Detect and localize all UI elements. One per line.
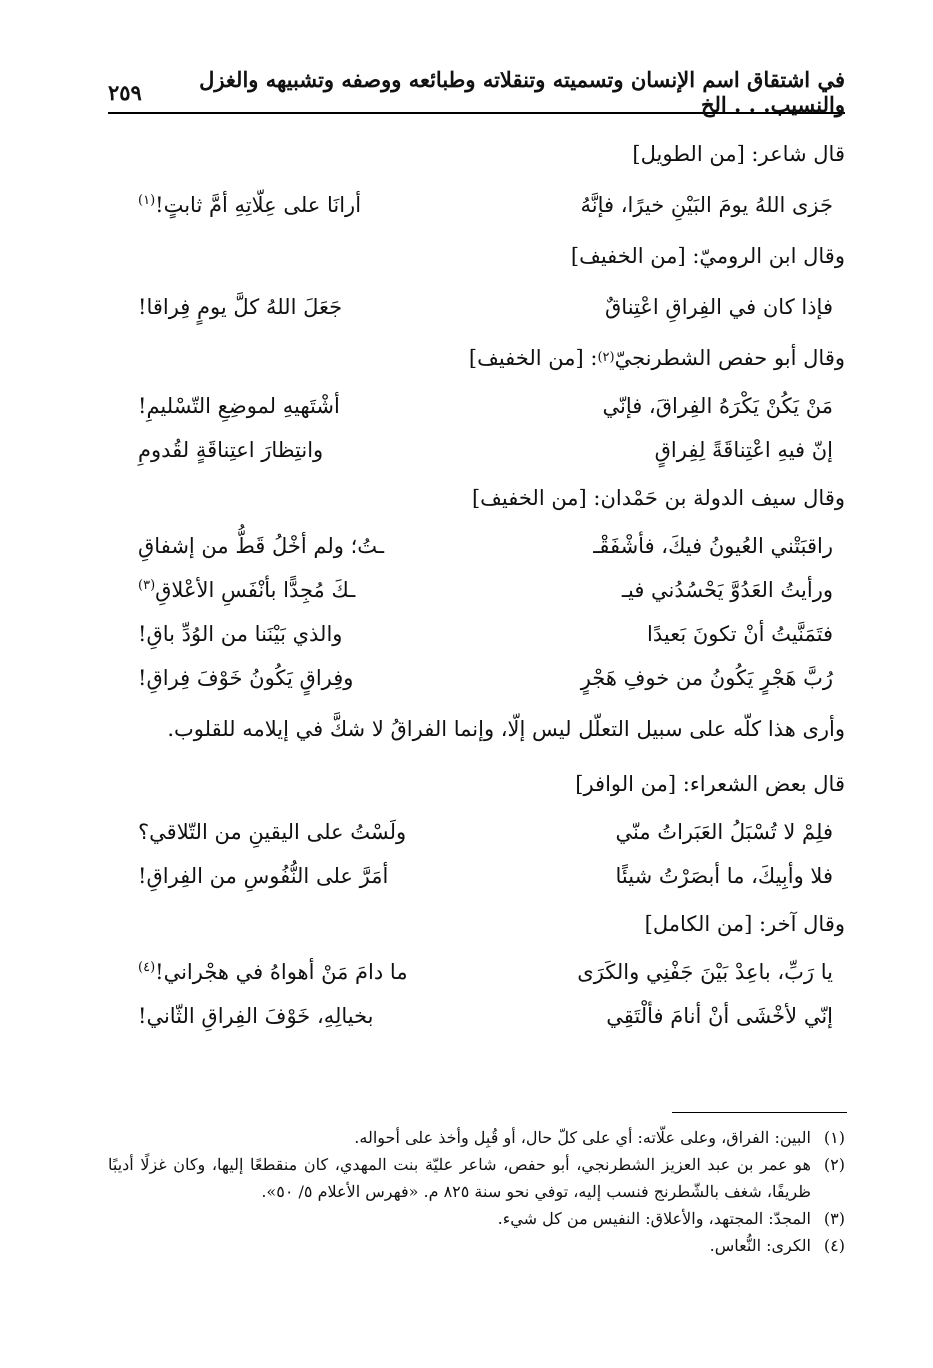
page-number: ٢٥٩ <box>108 79 142 105</box>
verse-line <box>108 994 845 1038</box>
footnote-text: الكرى: النُّعاس. <box>709 1236 811 1255</box>
poem-intro: وقال أبو حفص الشطرنجيّ (٢) : [من الخفيف] <box>468 346 845 370</box>
poem-intro: وقال سيف الدولة بن حَمْدان: [من الخفيف] <box>471 486 845 510</box>
running-header <box>108 67 845 117</box>
verse-second-hemistich: وفِراقٍ يَكُونُ خَوْفَ فِراقِ! <box>138 666 354 690</box>
footnote-text: هو عمر بن عبد العزيز الشطرنجي، أبو حفص، شاعر عليّة بنت المهدي، كان منقطعًا إليها، وكان غزلًا أديبًا ظريفًا، شغف بالشّطرنج فنسب إليه، توفي نحو سنة ٨٢٥ م. «فهرس الأعلام ٥/ ٥٠». <box>108 1155 811 1201</box>
verse-first-hemistich: ورأيتُ العَدُوَّ يَحْسُدُني فيـ <box>621 578 833 602</box>
verse-first-hemistich: إنّي لأخْشَى أنْ أنامَ فألْتَقِي <box>606 1004 833 1028</box>
footnote <box>108 1151 845 1205</box>
verse-second-hemistich: أشْتَهيهِ لموضِعِ التّسْليمِ! <box>138 394 340 418</box>
verse-second-hemistich: أرانَا على عِلّاتِهِ أمَّ ثابتٍ!$^{(١)}$ <box>138 193 362 217</box>
verse-line <box>108 428 845 472</box>
footnote-number: (٢) <box>823 1155 845 1174</box>
verse-line <box>108 568 845 612</box>
verse-line <box>108 180 845 230</box>
footnote-divider <box>672 1112 847 1113</box>
poem-intro: وقال آخر: [من الكامل] <box>644 912 845 936</box>
header-title: في اشتقاق اسم الإنسان وتسميته وتنقلاته وطبائعه ووصفه وتشبيهه والغزل والنسيب. . . الخ <box>199 67 845 117</box>
verse-first-hemistich: يا رَبِّ، باعِدْ بَيْنَ جَفْنِي والكَرَى <box>577 960 833 984</box>
main-text <box>108 128 845 1038</box>
footnote-text: البين: الفراق، وعلى علّاته: أي على كلّ حال، أو قُبِل وأخذ على أحواله. <box>354 1128 811 1147</box>
verse-first-hemistich: جَزى اللهُ يومَ البَيْنِ خيرًا، فإنَّهُ <box>580 193 833 217</box>
verse-line <box>108 612 845 656</box>
verse-line <box>108 950 845 994</box>
verse-first-hemistich: فلا وأبِيكَ، ما أبصَرْتُ شيئًا <box>615 864 833 888</box>
verse-first-hemistich: مَنْ يَكُنْ يَكْرَهُ الفِراقَ، فإنّي <box>602 394 833 418</box>
verse-first-hemistich: إنّ فيهِ اعْتِناقَةً لِفِراقٍ <box>654 438 833 462</box>
footnotes <box>108 1124 845 1259</box>
footnote <box>108 1232 845 1259</box>
footnote-ref: (٣) <box>138 578 156 593</box>
poem-intro: قال بعض الشعراء: [من الوافر] <box>575 772 845 796</box>
footnote-number: (٤) <box>823 1236 845 1255</box>
verse-first-hemistich: فإذا كان في الفِراقِ اعْتِناقٌ <box>605 295 833 319</box>
verse-line <box>108 282 845 332</box>
verse-line <box>108 810 845 854</box>
footnote-ref: (٤) <box>138 960 156 975</box>
poem-intro: وقال ابن الروميّ: [من الخفيف] <box>570 244 845 268</box>
verse-first-hemistich: رُبَّ هَجْرٍ يَكُونُ من خوفِ هَجْرٍ <box>580 666 833 690</box>
footnote-ref: (٢) <box>597 350 615 365</box>
verse-second-hemistich: ـتُ؛ ولم أخْلُ قَطُّ من إشفاقِ <box>138 534 385 558</box>
verse-first-hemistich: فلِمْ لا تُسْبَلُ العَبَراتُ منّي <box>615 820 833 844</box>
footnote-number: (١) <box>823 1128 845 1147</box>
verse-line <box>108 384 845 428</box>
verse-line <box>108 656 845 700</box>
verse-second-hemistich: أمَرَّ على النُّفُوسِ من الفِراقِ! <box>138 864 389 888</box>
verse-second-hemistich: بخيالِهِ، خَوْفَ الفِراقِ الثّاني! <box>138 1004 374 1028</box>
footnote <box>108 1205 845 1232</box>
verse-second-hemistich: والذي بَيْنَنا من الوُدِّ باقِ! <box>138 622 343 646</box>
prose-paragraph: وأرى هذا كلّه على سبيل التعلّل ليس إلّا، وإنما الفراقُ لا شكَّ في إيلامه للقلوب. <box>167 717 845 741</box>
verse-first-hemistich: فتَمَنَّيتُ أنْ تكونَ بَعيدًا <box>647 622 833 646</box>
verse-second-hemistich: وانتِظارَ اعتِناقَةٍ لقُدومِ <box>138 438 324 462</box>
verse-second-hemistich: جَعَلَ اللهُ كلَّ يومٍ فِراقا! <box>138 295 343 319</box>
verse-second-hemistich: ـكَ مُجِدًّا بأنْفَسِ الأعْلاقِ$^{(٣)}$ <box>138 578 356 602</box>
footnote <box>108 1124 845 1151</box>
verse-first-hemistich: راقبَتْني العُيونُ فيكَ، فأشْفَقْـ <box>593 534 833 558</box>
footnote-number: (٣) <box>823 1209 845 1228</box>
footnote-ref: (١) <box>138 193 156 208</box>
footnote-text: المجدّ: المجتهد، والأعلاق: النفيس من كل شيء. <box>497 1209 811 1228</box>
poem-intro: قال شاعر: [من الطويل] <box>632 142 845 166</box>
verse-second-hemistich: ولَسْتُ على اليقينِ من التّلاقي؟ <box>138 820 407 844</box>
verse-line <box>108 524 845 568</box>
verse-second-hemistich: ما دامَ مَنْ أهواهُ في هجْراني!$^{(٤)}$ <box>138 960 408 984</box>
verse-line <box>108 854 845 898</box>
